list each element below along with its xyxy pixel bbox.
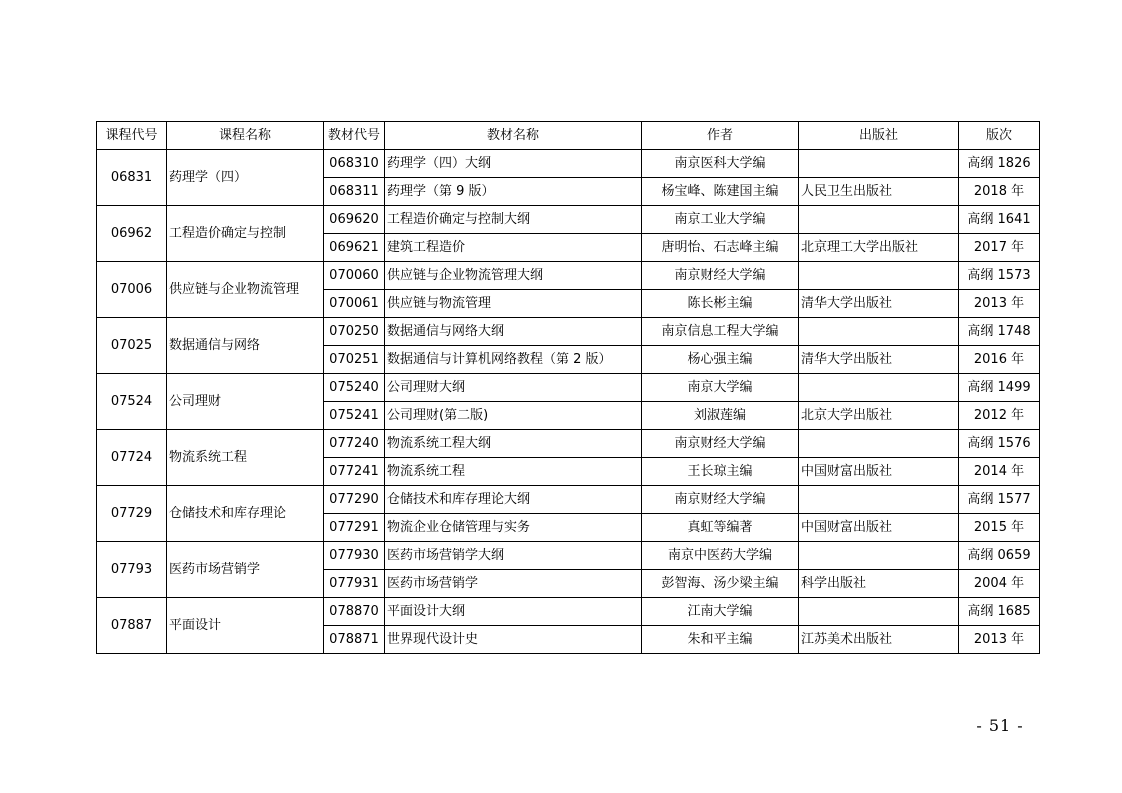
author-cell: 朱和平主编 <box>642 626 799 654</box>
material-code-cell: 070250 <box>324 318 385 346</box>
material-name-cell: 数据通信与网络大纲 <box>385 318 642 346</box>
material-name-cell: 仓储技术和库存理论大纲 <box>385 486 642 514</box>
course-name-cell: 工程造价确定与控制 <box>167 206 324 262</box>
header-material-code: 教材代号 <box>324 122 385 150</box>
publisher-cell: 清华大学出版社 <box>799 290 959 318</box>
publisher-cell <box>799 374 959 402</box>
material-name-cell: 工程造价确定与控制大纲 <box>385 206 642 234</box>
edition-cell: 2013 年 <box>959 290 1040 318</box>
header-publisher: 出版社 <box>799 122 959 150</box>
material-code-cell: 070061 <box>324 290 385 318</box>
edition-cell: 2012 年 <box>959 402 1040 430</box>
material-code-cell: 070251 <box>324 346 385 374</box>
header-edition: 版次 <box>959 122 1040 150</box>
material-name-cell: 物流企业仓储管理与实务 <box>385 514 642 542</box>
publisher-cell: 北京理工大学出版社 <box>799 234 959 262</box>
author-cell: 彭智海、汤少梁主编 <box>642 570 799 598</box>
material-code-cell: 068310 <box>324 150 385 178</box>
course-name-cell: 医药市场营销学 <box>167 542 324 598</box>
publisher-cell <box>799 318 959 346</box>
material-code-cell: 078870 <box>324 598 385 626</box>
edition-cell: 2013 年 <box>959 626 1040 654</box>
edition-cell: 高纲 1499 <box>959 374 1040 402</box>
course-name-cell: 平面设计 <box>167 598 324 654</box>
material-name-cell: 物流系统工程 <box>385 458 642 486</box>
table-row <box>97 150 1040 178</box>
publisher-cell <box>799 430 959 458</box>
edition-cell: 高纲 1573 <box>959 262 1040 290</box>
author-cell: 南京医科大学编 <box>642 150 799 178</box>
edition-cell: 2015 年 <box>959 514 1040 542</box>
edition-cell: 2004 年 <box>959 570 1040 598</box>
table-row <box>97 486 1040 514</box>
course-name-cell: 公司理财 <box>167 374 324 430</box>
table-row <box>97 374 1040 402</box>
edition-cell: 高纲 0659 <box>959 542 1040 570</box>
material-code-cell: 077241 <box>324 458 385 486</box>
material-code-cell: 069621 <box>324 234 385 262</box>
header-author: 作者 <box>642 122 799 150</box>
material-code-cell: 069620 <box>324 206 385 234</box>
page-number: - 51 - <box>976 716 1024 735</box>
table-row <box>97 206 1040 234</box>
publisher-cell <box>799 150 959 178</box>
author-cell: 王长琼主编 <box>642 458 799 486</box>
table-row <box>97 598 1040 626</box>
material-name-cell: 药理学（四）大纲 <box>385 150 642 178</box>
author-cell: 南京财经大学编 <box>642 486 799 514</box>
table-row <box>97 262 1040 290</box>
material-name-cell: 供应链与企业物流管理大纲 <box>385 262 642 290</box>
table-body <box>97 150 1040 654</box>
edition-cell: 2016 年 <box>959 346 1040 374</box>
course-name-cell: 物流系统工程 <box>167 430 324 486</box>
course-code-cell: 07729 <box>97 486 167 542</box>
material-name-cell: 公司理财(第二版) <box>385 402 642 430</box>
publisher-cell: 中国财富出版社 <box>799 458 959 486</box>
textbook-table <box>96 121 1040 654</box>
header-material-name: 教材名称 <box>385 122 642 150</box>
publisher-cell: 北京大学出版社 <box>799 402 959 430</box>
course-name-cell: 药理学（四） <box>167 150 324 206</box>
material-name-cell: 医药市场营销学大纲 <box>385 542 642 570</box>
author-cell: 南京财经大学编 <box>642 430 799 458</box>
edition-cell: 2018 年 <box>959 178 1040 206</box>
material-name-cell: 物流系统工程大纲 <box>385 430 642 458</box>
header-course-name: 课程名称 <box>167 122 324 150</box>
material-name-cell: 公司理财大纲 <box>385 374 642 402</box>
publisher-cell: 中国财富出版社 <box>799 514 959 542</box>
author-cell: 杨宝峰、陈建国主编 <box>642 178 799 206</box>
material-name-cell: 世界现代设计史 <box>385 626 642 654</box>
author-cell: 陈长彬主编 <box>642 290 799 318</box>
course-name-cell: 数据通信与网络 <box>167 318 324 374</box>
course-code-cell: 07724 <box>97 430 167 486</box>
material-code-cell: 077290 <box>324 486 385 514</box>
material-code-cell: 075240 <box>324 374 385 402</box>
material-code-cell: 077931 <box>324 570 385 598</box>
material-name-cell: 建筑工程造价 <box>385 234 642 262</box>
author-cell: 真虹等编著 <box>642 514 799 542</box>
edition-cell: 高纲 1748 <box>959 318 1040 346</box>
publisher-cell: 清华大学出版社 <box>799 346 959 374</box>
publisher-cell <box>799 206 959 234</box>
author-cell: 杨心强主编 <box>642 346 799 374</box>
publisher-cell: 人民卫生出版社 <box>799 178 959 206</box>
edition-cell: 2014 年 <box>959 458 1040 486</box>
author-cell: 南京大学编 <box>642 374 799 402</box>
edition-cell: 高纲 1576 <box>959 430 1040 458</box>
edition-cell: 2017 年 <box>959 234 1040 262</box>
edition-cell: 高纲 1641 <box>959 206 1040 234</box>
header-course-code: 课程代号 <box>97 122 167 150</box>
course-code-cell: 07025 <box>97 318 167 374</box>
table-row <box>97 318 1040 346</box>
course-code-cell: 07524 <box>97 374 167 430</box>
course-name-cell: 仓储技术和库存理论 <box>167 486 324 542</box>
course-code-cell: 07887 <box>97 598 167 654</box>
author-cell: 刘淑莲编 <box>642 402 799 430</box>
author-cell: 南京工业大学编 <box>642 206 799 234</box>
material-code-cell: 077240 <box>324 430 385 458</box>
publisher-cell <box>799 542 959 570</box>
publisher-cell <box>799 598 959 626</box>
material-name-cell: 医药市场营销学 <box>385 570 642 598</box>
course-code-cell: 07793 <box>97 542 167 598</box>
course-name-cell: 供应链与企业物流管理 <box>167 262 324 318</box>
material-name-cell: 供应链与物流管理 <box>385 290 642 318</box>
material-code-cell: 078871 <box>324 626 385 654</box>
material-code-cell: 077291 <box>324 514 385 542</box>
material-name-cell: 药理学（第 9 版） <box>385 178 642 206</box>
course-code-cell: 06962 <box>97 206 167 262</box>
table-row <box>97 430 1040 458</box>
edition-cell: 高纲 1577 <box>959 486 1040 514</box>
table-header <box>97 122 1040 150</box>
edition-cell: 高纲 1826 <box>959 150 1040 178</box>
material-name-cell: 数据通信与计算机网络教程（第 2 版） <box>385 346 642 374</box>
course-code-cell: 07006 <box>97 262 167 318</box>
author-cell: 南京财经大学编 <box>642 262 799 290</box>
edition-cell: 高纲 1685 <box>959 598 1040 626</box>
publisher-cell: 科学出版社 <box>799 570 959 598</box>
course-code-cell: 06831 <box>97 150 167 206</box>
material-code-cell: 075241 <box>324 402 385 430</box>
material-code-cell: 077930 <box>324 542 385 570</box>
header-row <box>97 122 1040 150</box>
publisher-cell <box>799 486 959 514</box>
author-cell: 江南大学编 <box>642 598 799 626</box>
publisher-cell: 江苏美术出版社 <box>799 626 959 654</box>
material-name-cell: 平面设计大纲 <box>385 598 642 626</box>
author-cell: 南京中医药大学编 <box>642 542 799 570</box>
author-cell: 南京信息工程大学编 <box>642 318 799 346</box>
author-cell: 唐明怡、石志峰主编 <box>642 234 799 262</box>
table-row <box>97 542 1040 570</box>
material-code-cell: 068311 <box>324 178 385 206</box>
material-code-cell: 070060 <box>324 262 385 290</box>
publisher-cell <box>799 262 959 290</box>
